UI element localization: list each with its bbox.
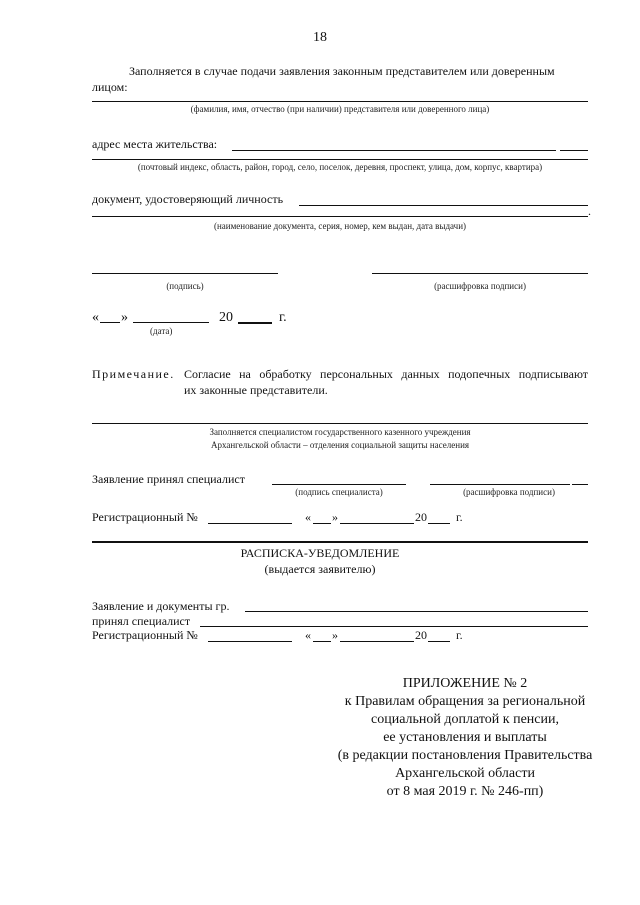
appendix-line7: от 8 мая 2019 г. № 246-пп) (386, 784, 544, 799)
specialist-section-divider (92, 423, 588, 424)
rep-decoding-caption: (расшифровка подписи) (434, 281, 526, 291)
specialist-caption-line2: Архангельской области – отделения социальной защиты населения (210, 440, 470, 450)
reg-quote-close: » (332, 510, 338, 524)
receipt-reg-label: Регистрационный № (92, 628, 198, 642)
reg-number-label: Регистрационный № (92, 510, 198, 524)
receipt-specialist-line[interactable] (200, 626, 588, 627)
fio-field-line[interactable] (92, 101, 588, 102)
reg-day-line[interactable] (313, 523, 331, 524)
receipt-reg-year-line[interactable] (428, 641, 450, 642)
rep-signature-caption: (подпись) (166, 281, 204, 291)
rep-intro-line2: лицом: (92, 80, 128, 94)
appendix-line1: ПРИЛОЖЕНИЕ № 2 (402, 676, 528, 691)
reg-month-line[interactable] (340, 523, 414, 524)
date-quote-open: « (92, 310, 99, 325)
reg-number-line[interactable] (208, 523, 292, 524)
address-label: адрес места жительства: (92, 137, 218, 151)
address-field-line-1b[interactable] (560, 150, 588, 151)
specialist-signature-caption: (подпись специалиста) (295, 487, 383, 497)
note-label: Примечание. (92, 367, 175, 381)
receipt-reg-number-line[interactable] (208, 641, 292, 642)
receipt-docs-label: Заявление и документы гр. (92, 599, 230, 613)
date-quote-close: » (121, 310, 128, 325)
document-line-end: . (588, 204, 591, 218)
appendix-line2: к Правилам обращения за региональной (344, 694, 586, 709)
receipt-reg-quote-open: « (305, 628, 311, 642)
appendix-line5: (в редакции постановления Правительства (337, 748, 593, 763)
appendix-line3: социальной доплатой к пенсии, (371, 712, 559, 727)
appendix-line6: Архангельской области (395, 766, 535, 781)
date-day-line[interactable] (100, 322, 120, 323)
rep-intro-line1: Заполняется в случае подачи заявления законным представителем или доверенным (129, 64, 555, 78)
receipt-reg-year-suffix: г. (456, 628, 463, 642)
receipt-reg-month-line[interactable] (340, 641, 414, 642)
address-field-line-1a[interactable] (232, 150, 556, 151)
date-year-line[interactable] (238, 322, 272, 324)
rep-decoding-line[interactable] (372, 273, 588, 274)
page-number: 18 (313, 30, 327, 45)
specialist-signature-line[interactable] (272, 484, 406, 485)
receipt-divider (92, 541, 588, 543)
note-text-line1: Согласие на обработку персональных данных подопечных подписывают (184, 367, 588, 381)
specialist-decoding-line-a[interactable] (430, 484, 570, 485)
document-caption: (наименование документа, серия, номер, кем выдан, дата выдачи) (213, 221, 467, 231)
specialist-caption-line1: Заполняется специалистом государственного казенного учреждения (209, 427, 471, 437)
fio-caption: (фамилия, имя, отчество (при наличии) представителя или доверенного лица) (190, 104, 490, 114)
reg-year-suffix: г. (456, 510, 463, 524)
address-caption: (почтовый индекс, область, район, город, село, поселок, деревня, проспект, улица, дом, корпус, квартира) (137, 162, 543, 172)
document-field-line-1[interactable] (299, 205, 588, 206)
receipt-reg-quote-close: » (332, 628, 338, 642)
document-field-line-2[interactable] (92, 216, 588, 217)
receipt-applicant-line[interactable] (245, 611, 588, 612)
date-year-suffix: г. (279, 310, 287, 325)
date-month-line[interactable] (133, 322, 209, 323)
date-caption: (дата) (150, 326, 173, 336)
rep-signature-line[interactable] (92, 273, 278, 274)
reg-year-line[interactable] (428, 523, 450, 524)
appendix-line4: ее установления и выплаты (383, 730, 547, 745)
reg-quote-open: « (305, 510, 311, 524)
receipt-title: РАСПИСКА-УВЕДОМЛЕНИЕ (240, 546, 400, 560)
specialist-decoding-line-b[interactable] (572, 484, 588, 485)
document-label: документ, удостоверяющий личность (92, 192, 284, 206)
address-field-line-2[interactable] (92, 159, 588, 160)
date-year-prefix: 20 (219, 310, 233, 325)
specialist-decoding-caption: (расшифровка подписи) (463, 487, 555, 497)
note-text-line2: их законные представители. (184, 383, 328, 397)
receipt-reg-year-prefix: 20 (415, 628, 427, 642)
receipt-accepted-label: принял специалист (92, 614, 191, 628)
reg-year-prefix: 20 (415, 510, 427, 524)
accepted-by-label: Заявление принял специалист (92, 472, 245, 486)
receipt-subtitle: (выдается заявителю) (264, 562, 376, 576)
receipt-reg-day-line[interactable] (313, 641, 331, 642)
